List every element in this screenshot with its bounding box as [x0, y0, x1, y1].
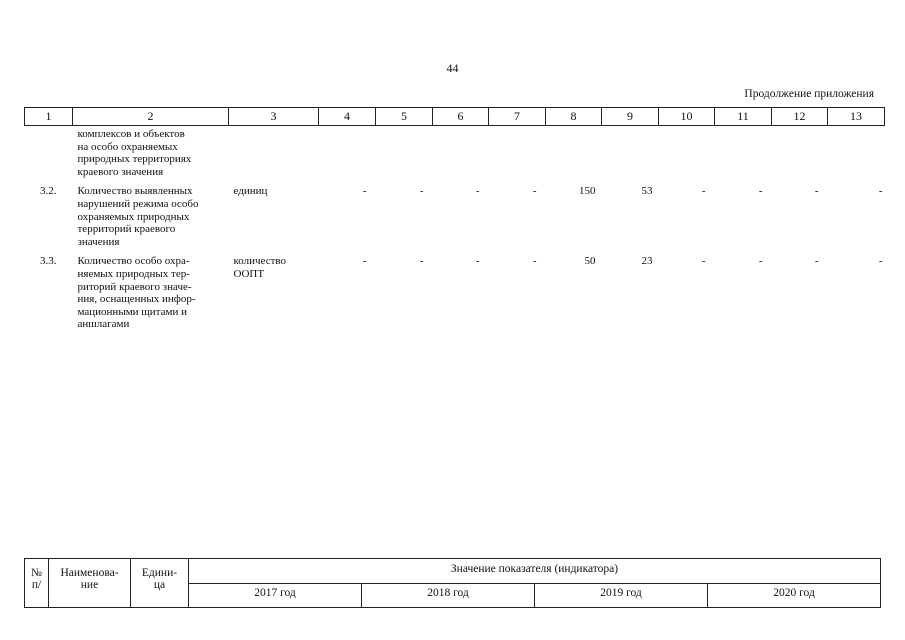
header-year: 2017 год — [189, 584, 362, 608]
header-year: 2019 год — [535, 584, 708, 608]
row-index: 3.3. — [40, 255, 57, 268]
column-number: 13 — [828, 108, 885, 126]
value-cell: 150 — [579, 185, 596, 198]
next-table-header — [24, 558, 881, 608]
column-number: 3 — [229, 108, 319, 126]
column-number: 2 — [73, 108, 229, 126]
column-number: 7 — [489, 108, 546, 126]
continued-indicator-name — [73, 126, 229, 179]
indicator-name: Количество выявленных нарушений режима особо охраняемых природных территорий краевого значения — [77, 185, 199, 248]
header-name: Наименова- ние — [49, 559, 131, 608]
value-cell: - — [362, 185, 367, 198]
value-cell: - — [362, 255, 367, 268]
value-cell: - — [419, 185, 424, 198]
indicator-unit: единиц — [233, 185, 268, 198]
header-unit: Едини- ца — [131, 559, 189, 608]
value-cell: 50 — [584, 255, 596, 268]
indicator-table — [24, 107, 885, 331]
value-cell: - — [475, 255, 480, 268]
value-cell: 53 — [641, 185, 653, 198]
column-number: 11 — [715, 108, 772, 126]
column-number: 4 — [319, 108, 376, 126]
column-number: 9 — [602, 108, 659, 126]
value-cell: - — [814, 255, 819, 268]
column-number: 10 — [659, 108, 715, 126]
value-cell: - — [532, 255, 537, 268]
value-cell: - — [701, 255, 706, 268]
value-cell: - — [475, 185, 480, 198]
indicator-name: Количество особо охра- няемых природных тер- риторий краевого значе- ния, оснащенных инфор- мационными щитами и аншлагами — [77, 255, 196, 331]
value-cell: - — [758, 255, 763, 268]
indicator-unit: количество ООПТ — [233, 255, 287, 280]
continuation-label: Продолжение приложения — [744, 88, 874, 100]
table-row — [25, 254, 885, 331]
value-cell: - — [419, 255, 424, 268]
header-number: № п/ — [25, 559, 49, 608]
column-number: 8 — [546, 108, 602, 126]
value-cell: - — [878, 185, 883, 198]
value-cell: 23 — [641, 255, 653, 268]
value-cell: - — [701, 185, 706, 198]
page-number: 44 — [446, 61, 459, 75]
header-year: 2020 год — [708, 584, 881, 608]
table-row — [25, 126, 885, 179]
column-number: 1 — [25, 108, 73, 126]
column-number: 12 — [772, 108, 828, 126]
column-number: 5 — [376, 108, 433, 126]
value-cell: - — [878, 255, 883, 268]
value-cell: - — [758, 185, 763, 198]
continued-text: комплексов и объектов на особо охраняемых природных территориях краевого значения — [77, 128, 192, 178]
value-cell: - — [532, 185, 537, 198]
column-number: 6 — [433, 108, 489, 126]
row-index: 3.2. — [40, 185, 57, 198]
table-row — [25, 184, 885, 248]
value-cell: - — [814, 185, 819, 198]
column-number-row — [25, 108, 885, 126]
header-year: 2018 год — [362, 584, 535, 608]
header-values-title: Значение показателя (индикатора) — [189, 559, 881, 584]
